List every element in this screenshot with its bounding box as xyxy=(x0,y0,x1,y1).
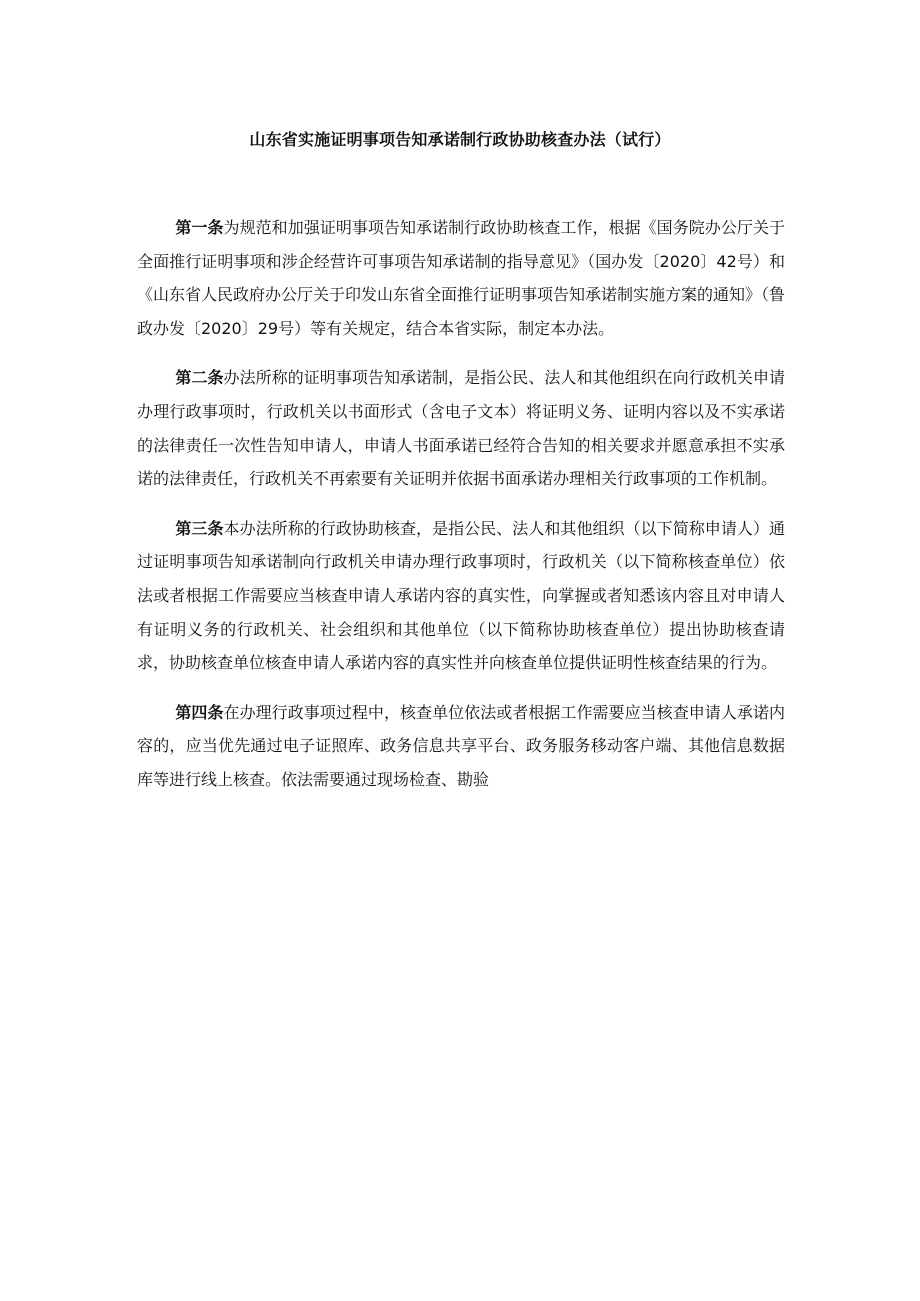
article-text: 为规范和加强证明事项告知承诺制行政协助核查工作，根据《国务院办公厅关于全面推行证明事项和涉企经营许可事项告知承诺制的指导意见》（国办发〔2020〕42号）和《山东省人民政府办公厅关于印发山东省全面推行证明事项告知承诺制实施方案的通知》（鲁政办发〔2020〕29号）等有关规定，结合本省实际，制定本办法。 xyxy=(137,218,786,338)
article-text: 本办法所称的行政协助核查，是指公民、法人和其他组织（以下简称申请人）通过证明事项告知承诺制向行政机关申请办理行政事项时，行政机关（以下简称核查单位）依法或者根据工作需要应当核查申请人承诺内容的真实性，向掌握或者知悉该内容且对申请人有证明义务的行政机关、社会组织和其他单位（以下简称协助核查单位）提出协助核查请求，协助核查单位核查申请人承诺内容的真实性并向核查单位提供证明性核查结果的行为。 xyxy=(137,518,785,673)
article-label: 第三条 xyxy=(175,518,224,538)
article-4 xyxy=(137,696,785,797)
article-label: 第四条 xyxy=(175,702,224,722)
document-body xyxy=(137,211,785,797)
article-text: 在办理行政事项过程中，核查单位依法或者根据工作需要应当核查申请人承诺内容的，应当优先通过电子证照库、政务信息共享平台、政务服务移动客户端、其他信息数据库等进行线上核查。依法需要通过现场检查、勘验 xyxy=(137,702,785,789)
article-label: 第二条 xyxy=(175,368,224,388)
article-3 xyxy=(137,512,785,680)
article-text: 办法所称的证明事项告知承诺制，是指公民、法人和其他组织在向行政机关申请办理行政事项时，行政机关以书面形式（含电子文本）将证明义务、证明内容以及不实承诺的法律责任一次性告知申请人，申请人书面承诺已经符合告知的相关要求并愿意承担不实承诺的法律责任，行政机关不再索要有关证明并依据书面承诺办理相关行政事项的工作机制。 xyxy=(137,368,785,489)
article-1 xyxy=(137,211,785,345)
document-title: 山东省实施证明事项告知承诺制行政协助核查办法（试行） xyxy=(249,130,671,149)
article-label: 第一条 xyxy=(175,218,224,237)
article-2 xyxy=(137,361,785,495)
